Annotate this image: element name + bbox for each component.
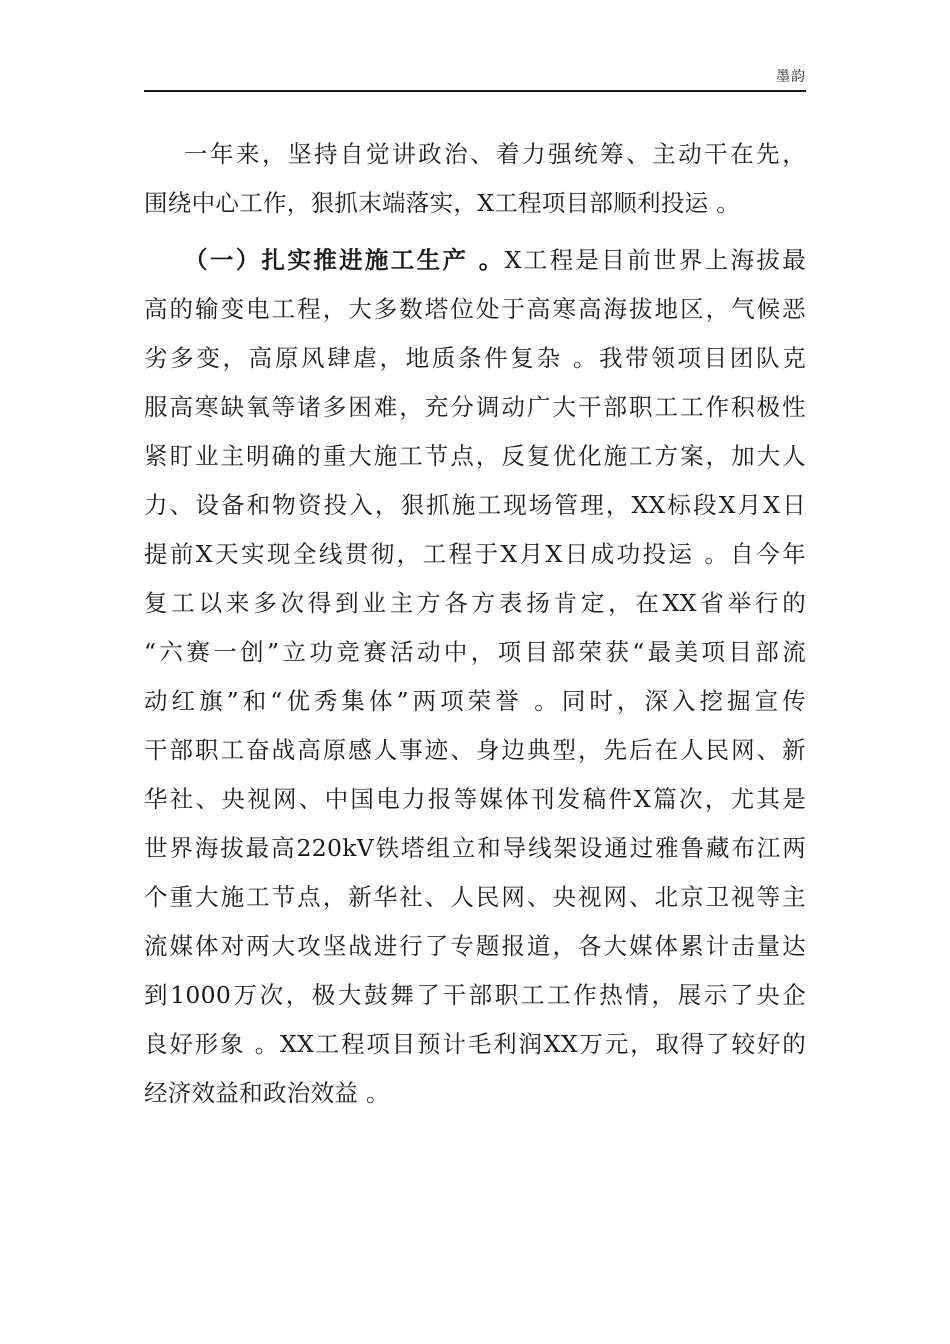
text-line: 服高寒缺氧等诸多困难，充分调动广大干部职工工作积极性	[144, 393, 806, 421]
header-mark: 墨韵	[776, 69, 806, 85]
text-line: 紧盯业主明确的重大施工节点，反复优化施工方案，加大人	[144, 442, 806, 470]
text-line: 干部职工奋战高原感人事迹、身边典型，先后在人民网、新	[144, 736, 806, 764]
text-line: 良好形象 。XX工程项目预计毛利润XX万元，取得了较好的	[144, 1030, 806, 1058]
text-line: 到1000万次，极大鼓舞了干部职工工作热情，展示了央企	[144, 981, 806, 1009]
text-line: 一年来，坚持自觉讲政治、着力强统筹、主动干在先，	[184, 140, 806, 168]
section-1-paragraph	[144, 236, 806, 1118]
text-line: 力、设备和物资投入，狠抓施工现场管理，XX标段X月X日	[144, 491, 806, 519]
section-1-heading: （一）扎实推进施工生产 。	[184, 246, 505, 274]
text-line: 围绕中心工作，狠抓末端落实，X工程项目部顺利投运 。	[144, 189, 740, 217]
text-line: 劣多变，高原风肆虐，地质条件复杂 。我带领项目团队克	[144, 344, 806, 372]
text-line: 经济效益和政治效益 。	[144, 1079, 390, 1107]
section-1-first-line: X工程是目前世界上海拔最	[504, 246, 806, 274]
page-header	[144, 62, 806, 92]
text-line: 华社、央视网、中国电力报等媒体刊发稿件X篇次，尤其是	[144, 785, 806, 813]
text-line: 世界海拔最高220kV铁塔组立和导线架设通过雅鲁藏布江两	[144, 834, 806, 862]
intro-paragraph	[144, 130, 806, 228]
text-line: 提前X天实现全线贯彻，工程于X月X日成功投运 。自今年	[144, 540, 806, 568]
text-line: 复工以来多次得到业主方各方表扬肯定，在XX省举行的	[144, 589, 806, 617]
text-line: 动红旗”和“优秀集体”两项荣誉 。同时，深入挖掘宣传	[144, 687, 806, 715]
text-line: 个重大施工节点，新华社、人民网、央视网、北京卫视等主	[144, 883, 806, 911]
text-line	[144, 236, 806, 285]
text-line: 流媒体对两大攻坚战进行了专题报道，各大媒体累计击量达	[144, 932, 806, 960]
text-line: 高的输变电工程，大多数塔位处于高寒高海拔地区，气候恶	[144, 295, 806, 323]
document-body	[144, 130, 806, 1118]
text-line: “六赛一创”立功竞赛活动中，项目部荣获“最美项目部流	[144, 638, 806, 666]
